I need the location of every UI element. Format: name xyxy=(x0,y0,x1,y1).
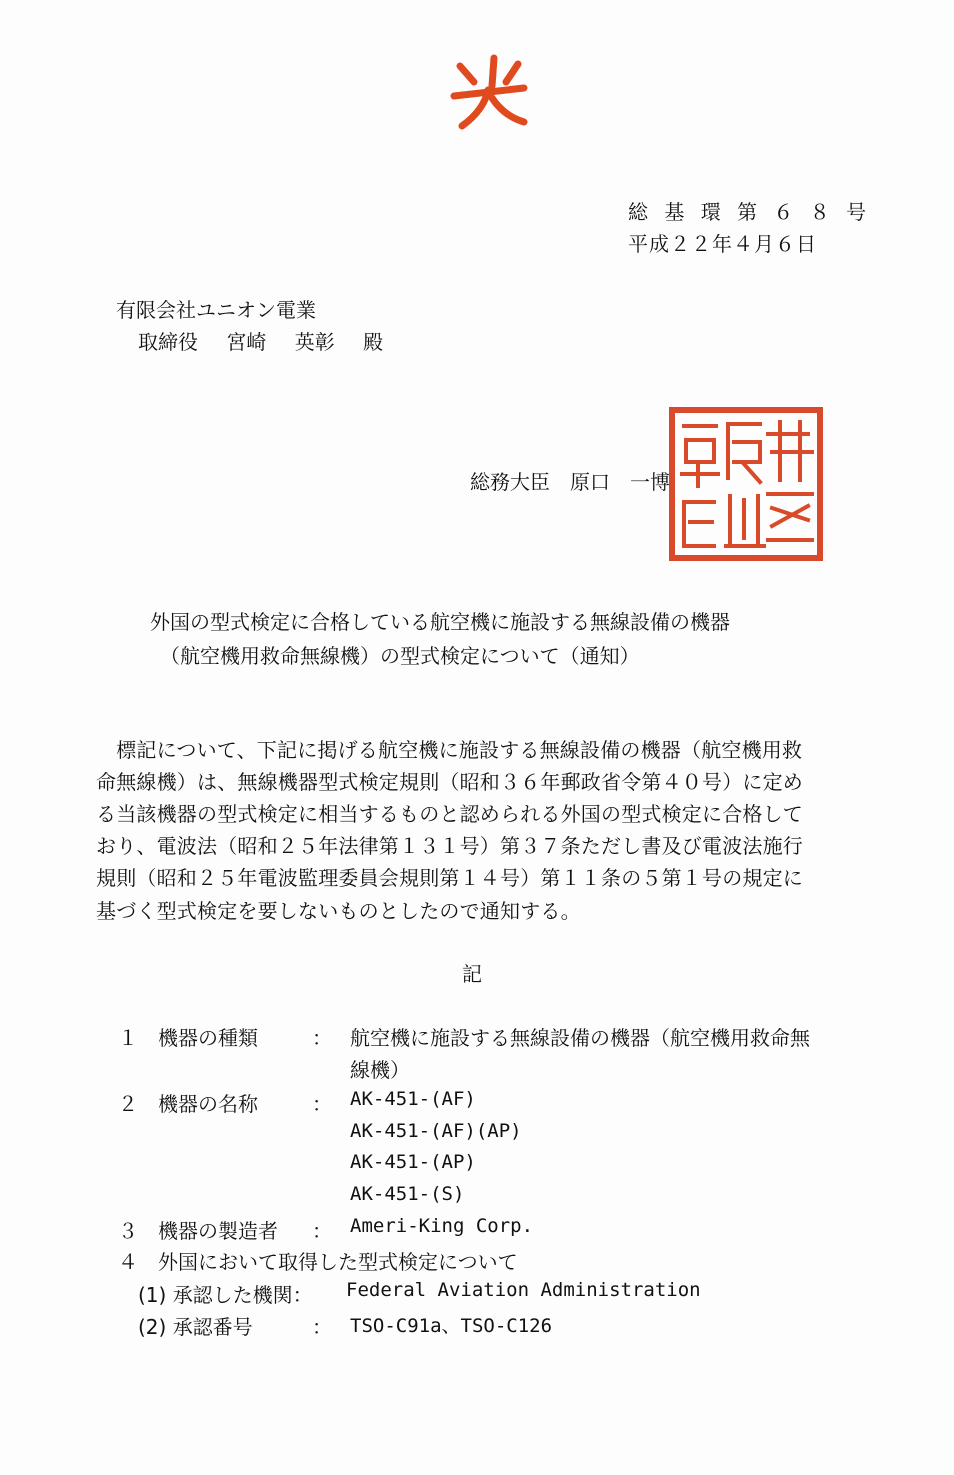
item-1-value-line-1: 航空機に施設する無線設備の機器（航空機用救命無 xyxy=(350,1026,810,1050)
item-2-label: 機器の名称 xyxy=(158,1092,258,1116)
item-3-manufacturer: Ameri-King Corp. xyxy=(350,1215,534,1237)
red-stamp-mark-icon xyxy=(448,52,530,134)
sender-signature: 総務大臣 原口 一博 xyxy=(470,470,670,494)
item-1-value-line-2: 線機） xyxy=(350,1058,410,1082)
item-2-model-name: AK-451-(AF) xyxy=(350,1088,476,1110)
item-4-label: 外国において取得した型式検定について xyxy=(158,1250,518,1274)
body-line: 標記について、下記に掲げる航空機に施設する無線設備の機器（航空機用救 xyxy=(96,738,803,762)
item-4-approval-number: TSO-C91a、TSO-C126 xyxy=(350,1315,553,1337)
item-3-colon: ： xyxy=(312,1219,332,1243)
item-2-colon: ： xyxy=(312,1092,332,1116)
item-1-number: １ xyxy=(118,1026,138,1050)
item-4-sub-2-label: (2) 承認番号 xyxy=(138,1315,253,1339)
item-4-sub-2-colon: ： xyxy=(312,1315,332,1339)
item-4-sub-1-label: (1) 承認した機関： xyxy=(138,1283,313,1307)
body-line: 命無線機）は、無線機器型式検定規則（昭和３６年郵政省令第４０号）に定め xyxy=(96,770,803,794)
document-date: 平成２２年４月６日 xyxy=(628,232,817,256)
body-line: おり、電波法（昭和２５年法律第１３１号）第３７条ただし書及び電波法施行 xyxy=(96,834,803,858)
body-line: 基づく型式検定を要しないものとしたので通知する。 xyxy=(96,899,581,923)
ki-heading: 記 xyxy=(462,962,482,986)
subject-line-1: 外国の型式検定に合格している航空機に施設する無線設備の機器 xyxy=(150,610,730,634)
item-4-number: ４ xyxy=(118,1250,138,1274)
item-2-model-name: AK-451-(S) xyxy=(350,1183,465,1205)
item-3-label: 機器の製造者 xyxy=(158,1219,278,1243)
recipient-person: 取締役 宮崎 英彰 殿 xyxy=(138,330,384,354)
item-2-model-name: AK-451-(AP) xyxy=(350,1151,476,1173)
document-number: 総 基 環 第 ６ ８ 号 xyxy=(628,200,872,224)
recipient-company: 有限会社ユニオン電業 xyxy=(116,298,316,322)
item-2-model-name: AK-451-(AF)(AP) xyxy=(350,1120,522,1142)
item-1-label: 機器の種類 xyxy=(158,1026,258,1050)
subject-line-2: （航空機用救命無線機）の型式検定について（通知） xyxy=(160,644,640,668)
item-1-colon: ： xyxy=(312,1026,332,1050)
body-line: る当該機器の型式検定に相当するものと認められる外国の型式検定に合格して xyxy=(96,802,803,826)
item-2-number: ２ xyxy=(118,1092,138,1116)
official-seal-icon xyxy=(668,406,824,562)
item-4-approving-agency: Federal Aviation Administration xyxy=(346,1279,701,1301)
body-line: 規則（昭和２５年電波監理委員会規則第１４号）第１１条の５第１号の規定に xyxy=(96,866,803,890)
item-3-number: ３ xyxy=(118,1219,138,1243)
